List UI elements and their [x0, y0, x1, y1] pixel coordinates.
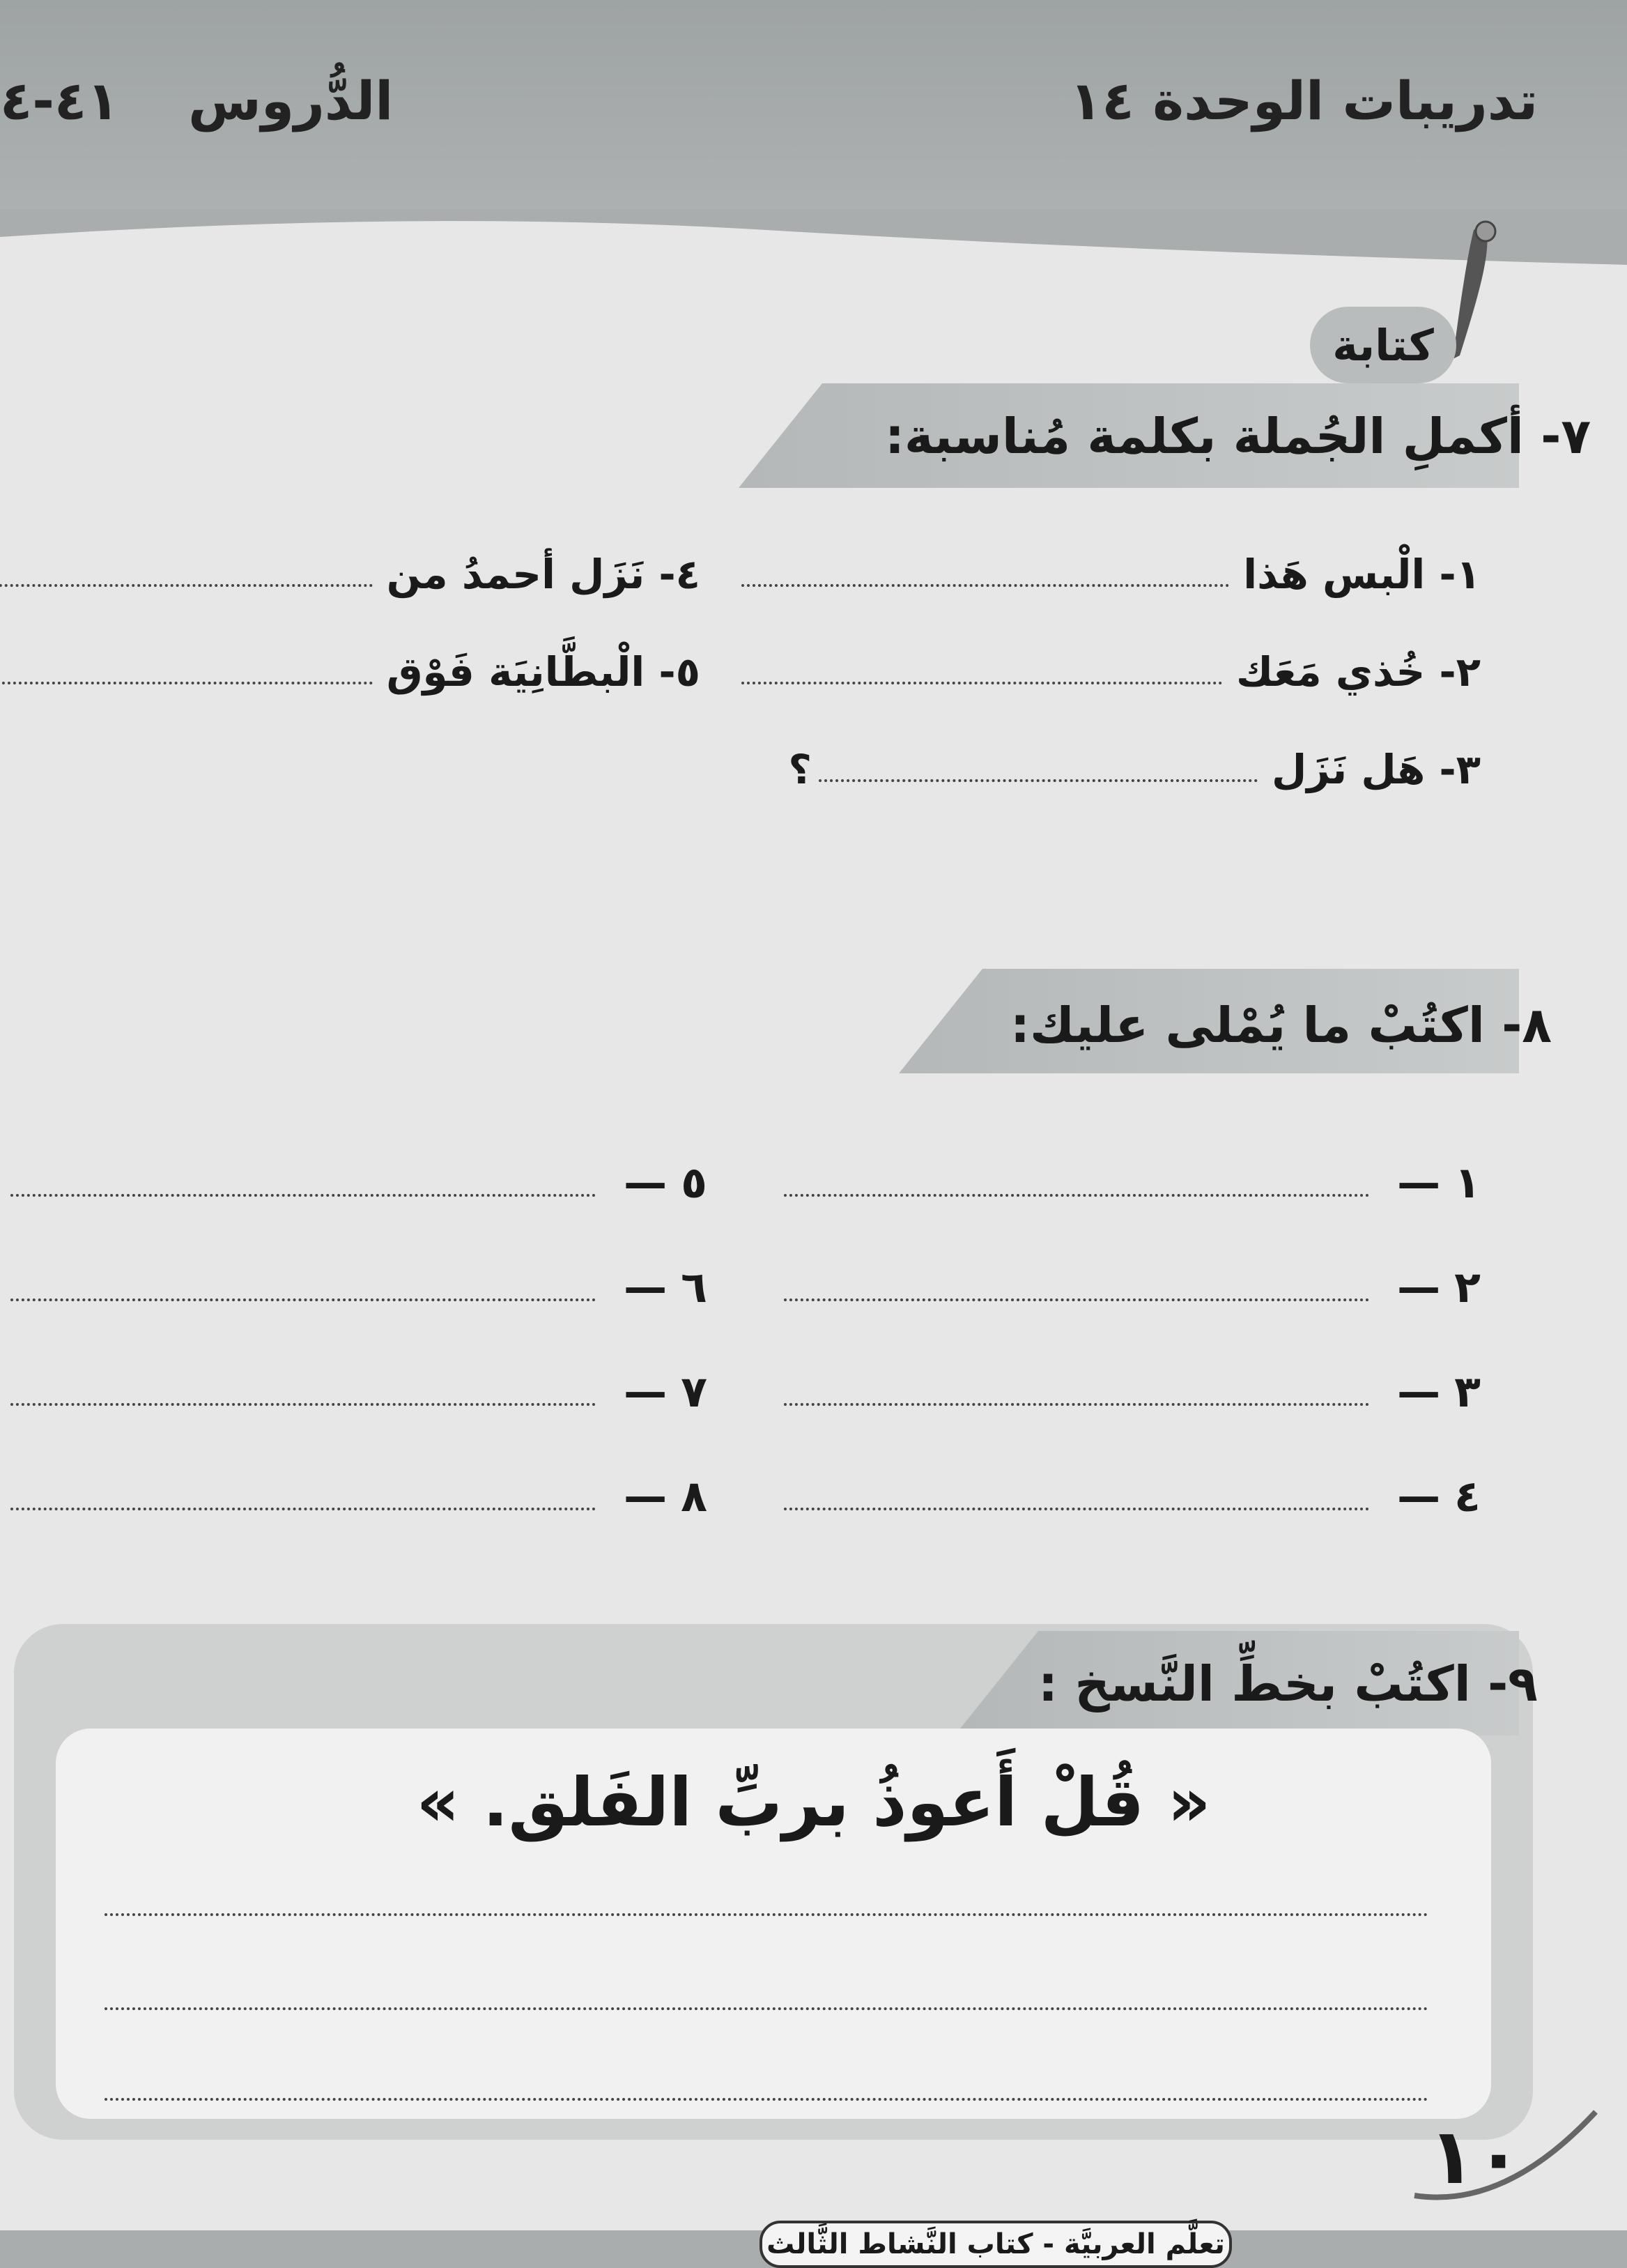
- question-mark: ؟: [788, 746, 812, 793]
- answer-line[interactable]: [10, 1298, 596, 1301]
- row-number: ٤: [1454, 1471, 1481, 1522]
- answer-line[interactable]: [10, 1508, 596, 1510]
- answer-line[interactable]: [784, 1403, 1369, 1406]
- ex7-item-3[interactable]: [788, 746, 1481, 793]
- ex7-item-2[interactable]: [741, 648, 1481, 696]
- dictation-row-3[interactable]: [784, 1366, 1481, 1417]
- lessons-range: ٤١-٤: [0, 70, 119, 132]
- answer-line[interactable]: [784, 1194, 1369, 1197]
- copy-line-1[interactable]: [105, 1913, 1428, 1916]
- ex7-item-5-text: ٥- الْبطَّانِيَة فَوْق: [386, 648, 700, 696]
- dash: —: [624, 1366, 668, 1417]
- ex7-item-1[interactable]: [741, 551, 1481, 598]
- dictation-row-6[interactable]: [10, 1262, 707, 1312]
- dash: —: [624, 1157, 668, 1208]
- row-number: ٨: [681, 1471, 707, 1522]
- dictation-row-2[interactable]: [784, 1262, 1481, 1312]
- row-number: ٣: [1454, 1366, 1481, 1417]
- ex7-item-5[interactable]: [0, 648, 700, 696]
- unit-title: تدريبات الوحدة ١٤: [1070, 70, 1539, 132]
- copy-line-3[interactable]: [105, 2098, 1428, 2101]
- answer-line[interactable]: [0, 584, 373, 587]
- dash: —: [1397, 1157, 1441, 1208]
- row-number: ٧: [681, 1366, 707, 1417]
- dash: —: [1397, 1366, 1441, 1417]
- row-number: ٦: [681, 1262, 707, 1312]
- ex7-item-2-text: ٢- خُذي مَعَك: [1236, 648, 1481, 696]
- row-number: ٥: [681, 1157, 707, 1208]
- page-number: ١٠: [1428, 2112, 1522, 2201]
- answer-line[interactable]: [10, 1194, 596, 1197]
- lessons-label: الدُّروس: [188, 70, 394, 132]
- dictation-row-7[interactable]: [10, 1366, 707, 1417]
- verse-text: « قُلْ أَعوذُ بربِّ الفَلق. »: [416, 1763, 1211, 1841]
- ex7-item-1-text: ١- الْبس هَذا: [1243, 551, 1481, 598]
- dash: —: [1397, 1471, 1441, 1522]
- skill-tab-writing: كتابة: [1310, 307, 1456, 383]
- exercise9-title: ٩- اكتُبْ بخطِّ النَّسخ :: [1038, 1655, 1538, 1713]
- ex7-item-3-text: ٣- هَل نَزَل: [1271, 746, 1481, 793]
- row-number: ٢: [1454, 1262, 1481, 1312]
- ex7-item-4-text: ٤- نَزَل أحمدُ من: [386, 551, 700, 598]
- ex7-item-4[interactable]: [0, 551, 700, 598]
- answer-line[interactable]: [784, 1508, 1369, 1510]
- answer-line[interactable]: [0, 682, 373, 684]
- row-number: ١: [1454, 1157, 1481, 1208]
- dash: —: [624, 1262, 668, 1312]
- exercise7-title: ٧- أكملِ الجُملة بكلمة مُناسبة:: [885, 408, 1591, 465]
- answer-line[interactable]: [784, 1298, 1369, 1301]
- answer-line[interactable]: [10, 1403, 596, 1406]
- answer-line[interactable]: [741, 584, 1229, 587]
- footer-title: تعلَّم العربيَّة - كتاب النَّشاط الثَّالث: [759, 2221, 1232, 2268]
- dictation-row-8[interactable]: [10, 1471, 707, 1522]
- dictation-row-4[interactable]: [784, 1471, 1481, 1522]
- dash: —: [1397, 1262, 1441, 1312]
- dash: —: [624, 1471, 668, 1522]
- copy-line-2[interactable]: [105, 2007, 1428, 2010]
- answer-line[interactable]: [741, 682, 1222, 684]
- exercise8-title: ٨- اكتُبْ ما يُمْلى عليك:: [1010, 997, 1552, 1054]
- dictation-row-1[interactable]: [784, 1157, 1481, 1208]
- dictation-row-5[interactable]: [10, 1157, 707, 1208]
- answer-line[interactable]: [819, 779, 1258, 782]
